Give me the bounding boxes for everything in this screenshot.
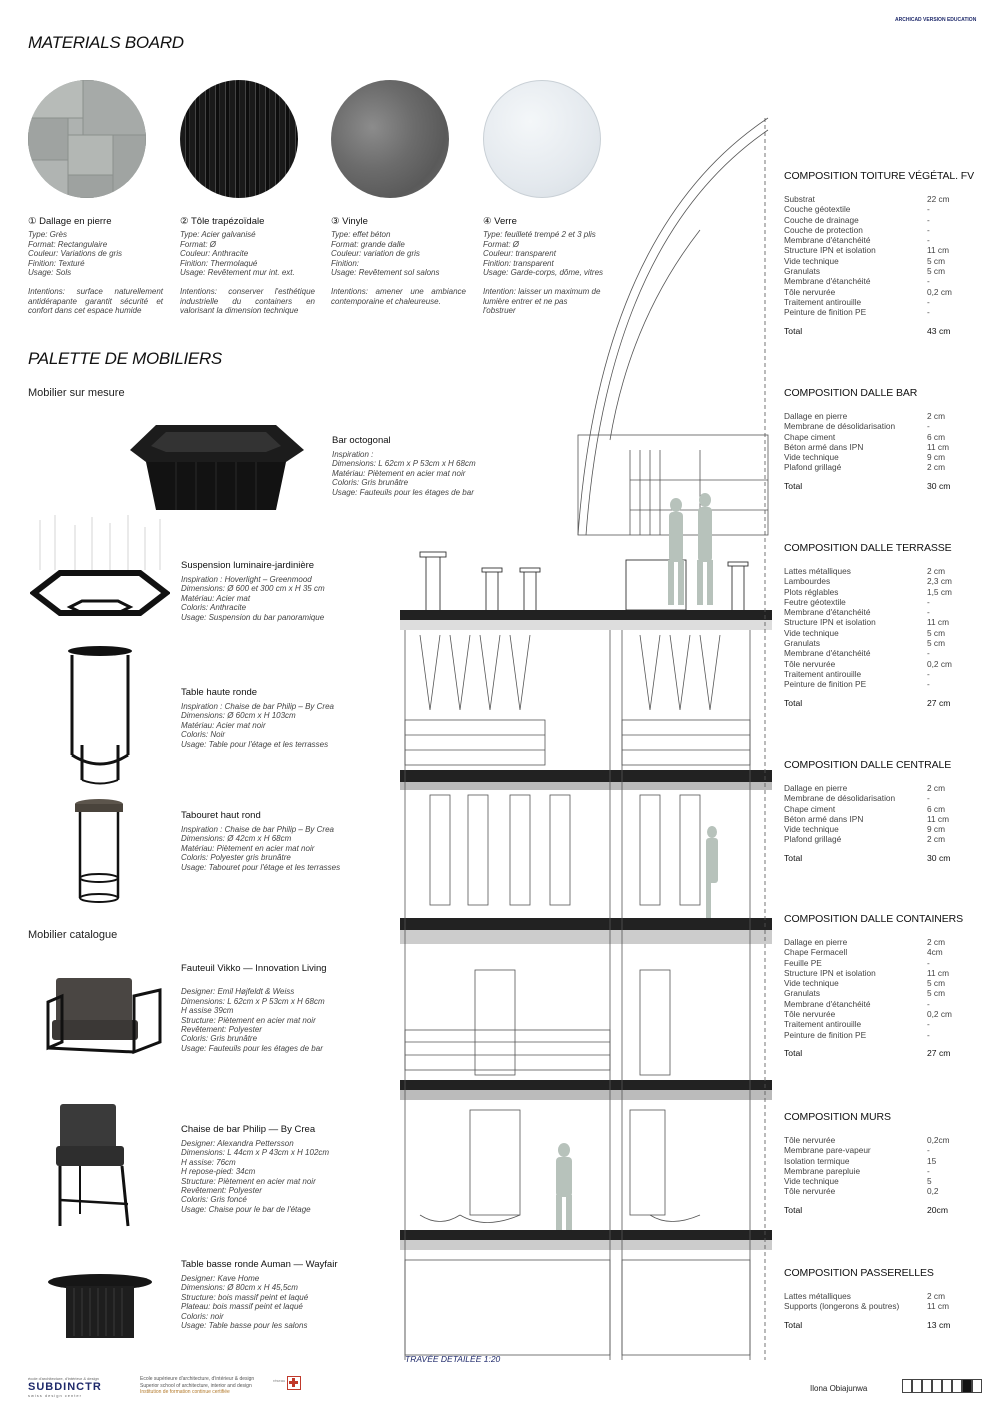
layer-name: Lambourdes bbox=[784, 576, 831, 587]
layer-name: Tôle nervurée bbox=[784, 286, 836, 297]
layer-thickness: 0,2cm bbox=[927, 1135, 950, 1145]
school-cert: Institution de formation continue certifiée bbox=[140, 1389, 230, 1395]
layer-name: Traitement antirouille bbox=[784, 296, 862, 307]
layer-name: Isolation termique bbox=[784, 1155, 850, 1166]
school-line: Superior school of architecture, interior and design bbox=[140, 1382, 252, 1389]
composition-title: COMPOSITION DALLE BAR bbox=[784, 387, 918, 399]
layer-thickness: 15 bbox=[927, 1155, 937, 1166]
composition-dalle-centrale bbox=[784, 759, 984, 863]
composition-row bbox=[784, 204, 984, 214]
swiss-cross-icon bbox=[287, 1376, 301, 1390]
total-value: 27 cm bbox=[927, 1047, 951, 1058]
layer-name: Substrat bbox=[784, 194, 815, 204]
layer-name: Feutre géotextile bbox=[784, 596, 846, 607]
composition-row bbox=[784, 1030, 984, 1040]
layer-name: Couche de protection bbox=[784, 224, 863, 235]
composition-title: COMPOSITION PASSERELLES bbox=[784, 1267, 934, 1279]
total-value: 20cm bbox=[927, 1204, 949, 1215]
composition-rows bbox=[784, 1291, 984, 1312]
page-cell-active bbox=[962, 1379, 972, 1393]
layer-thickness: 2 cm bbox=[927, 1291, 945, 1301]
furniture-desc: Designer: Emil Højfeldt & Weiss Dimensions: L 62cm x P 53cm x H 68cm H assise 39cm Structure: Piètement en acier mat noir Revêtement: Polyester Coloris: Gris brunâtre Usage: Fauteuils pour les étages de bar bbox=[181, 987, 325, 1053]
composition-row bbox=[784, 947, 984, 957]
composition-total bbox=[784, 1320, 984, 1330]
detailed-section-drawing bbox=[400, 80, 772, 1360]
layer-thickness: 0,2 bbox=[927, 1186, 939, 1197]
composition-rows bbox=[784, 566, 984, 690]
composition-total bbox=[784, 481, 984, 491]
composition-row bbox=[784, 824, 984, 834]
layer-name: Vide technique bbox=[784, 824, 839, 835]
layer-name: Peinture de finition PE bbox=[784, 307, 867, 318]
layer-name: Lattes métalliques bbox=[784, 1291, 851, 1301]
layer-name: Membrane d'étanchéité bbox=[784, 998, 871, 1009]
composition-passerelles bbox=[784, 1267, 984, 1330]
page-cell bbox=[902, 1379, 912, 1393]
composition-row bbox=[784, 442, 984, 452]
layer-name: Plafond grillagé bbox=[784, 462, 842, 473]
layer-name: Dallage en pierre bbox=[784, 783, 848, 793]
page-cell bbox=[942, 1379, 952, 1393]
material-title: ④ Verre bbox=[483, 216, 517, 227]
octagonal-bar-icon bbox=[126, 420, 308, 520]
watermark: ARCHICAD VERSION EDUCATION bbox=[895, 17, 977, 23]
composition-row bbox=[784, 958, 984, 968]
layer-thickness: 5 cm bbox=[927, 988, 945, 999]
composition-row bbox=[784, 225, 984, 235]
material-title: ① Dallage en pierre bbox=[28, 216, 112, 227]
layer-thickness: - bbox=[927, 1145, 930, 1156]
furniture-armchair bbox=[181, 963, 401, 1053]
total-label: Total bbox=[784, 697, 803, 708]
layer-name: Vide technique bbox=[784, 978, 839, 989]
layer-thickness: 4cm bbox=[927, 947, 943, 958]
layer-thickness: - bbox=[927, 957, 930, 968]
composition-row bbox=[784, 804, 984, 814]
composition-row bbox=[784, 978, 984, 988]
layer-name: Traitement antirouille bbox=[784, 1019, 862, 1030]
composition-row bbox=[784, 999, 984, 1009]
layer-thickness: 0,2 cm bbox=[927, 286, 952, 297]
composition-row bbox=[784, 1009, 984, 1019]
composition-row bbox=[784, 432, 984, 442]
furniture-title: Table basse ronde Auman — Wayfair bbox=[181, 1259, 338, 1270]
layer-name: Dallage en pierre bbox=[784, 411, 848, 421]
layer-thickness: - bbox=[927, 596, 930, 607]
composition-row bbox=[784, 245, 984, 255]
layer-thickness: 11 cm bbox=[927, 245, 949, 256]
layer-thickness: - bbox=[927, 607, 930, 618]
total-value: 43 cm bbox=[927, 325, 951, 336]
layer-name: Membrane de désolidarisation bbox=[784, 421, 896, 432]
layer-thickness: - bbox=[927, 998, 930, 1009]
total-label: Total bbox=[784, 1204, 803, 1215]
layer-thickness: 2 cm bbox=[927, 783, 945, 793]
layer-name: Supports (longerons & poutres) bbox=[784, 1301, 900, 1312]
layer-thickness: - bbox=[927, 296, 930, 307]
layer-thickness: 0,2 cm bbox=[927, 1009, 952, 1020]
layer-thickness: - bbox=[927, 1165, 930, 1176]
layer-thickness: - bbox=[927, 276, 930, 287]
layer-thickness: 5 cm bbox=[927, 627, 945, 638]
school-info bbox=[140, 1376, 254, 1396]
composition-row bbox=[784, 421, 984, 431]
layer-thickness: - bbox=[927, 214, 930, 225]
composition-row bbox=[784, 462, 984, 472]
layer-name: Chape ciment bbox=[784, 803, 836, 814]
layer-thickness: - bbox=[927, 421, 930, 432]
layer-name: Vide technique bbox=[784, 627, 839, 638]
layer-name: Plafond grillagé bbox=[784, 834, 842, 845]
furniture-desc: Inspiration : Chaise de bar Philip – By Crea Dimensions: Ø 42cm x H 68cm Matériau: Piètement en acier mat noir Coloris: Polyester gris brunâtre Usage: Tabouret pour l'étage et les terrasses bbox=[181, 825, 341, 872]
suspension-lamp-icon bbox=[30, 515, 170, 625]
furniture-desc: Designer: Alexandra Pettersson Dimensions: L 44cm x P 43cm x H 102cm H assise: 76cm H repose-pied: 34cm Structure: Piètement en acier mat noir Revêtement: Polyester Coloris: Gris foncé Usage: Chaise pour le bar de l'étage bbox=[181, 1139, 330, 1214]
furniture-title: Chaise de bar Philip — By Crea bbox=[181, 1124, 316, 1135]
composition-row bbox=[784, 587, 984, 597]
total-label: Total bbox=[784, 325, 803, 336]
layer-name: Tôle nervurée bbox=[784, 1009, 836, 1020]
layer-name: Chape ciment bbox=[784, 431, 836, 442]
furniture-title: Table haute ronde bbox=[181, 687, 258, 698]
material-title: ③ Vinyle bbox=[331, 216, 368, 227]
school-logo bbox=[28, 1376, 132, 1398]
layer-name: Membrane parepluie bbox=[784, 1165, 861, 1176]
layer-name: Lattes métalliques bbox=[784, 566, 851, 576]
layer-name: Structure IPN et isolation bbox=[784, 245, 876, 256]
total-label: Total bbox=[784, 1047, 803, 1058]
material-desc: Type: Acier galvanisé Format: Ø Couleur: Anthracite Finition: Thermolaqué Usage: Revêtement mur int. ext. bbox=[180, 230, 295, 278]
page-cell bbox=[972, 1379, 982, 1393]
composition-row bbox=[784, 1166, 984, 1176]
material-1 bbox=[28, 216, 163, 316]
furniture-bar-chair bbox=[181, 1124, 401, 1214]
school-line: Ecole supérieure d'architecture, d'intérieur & design bbox=[140, 1376, 255, 1382]
furniture-desc: Inspiration : Hoverlight – Greenmood Dimensions: Ø 600 et 300 cm x H 35 cm Matériau: Acier mat Coloris: Anthracite Usage: Suspension du bar panoramique bbox=[181, 575, 325, 622]
composition-title: COMPOSITION DALLE CONTAINERS bbox=[784, 913, 964, 925]
composition-rows bbox=[784, 194, 984, 318]
composition-rows bbox=[784, 411, 984, 473]
layer-thickness: 5 cm bbox=[927, 638, 945, 649]
layer-name: Membrane d'étanchéité bbox=[784, 648, 871, 659]
composition-row bbox=[784, 297, 984, 307]
composition-row bbox=[784, 793, 984, 803]
composition-row bbox=[784, 576, 984, 586]
layer-name: Membrane de désolidarisation bbox=[784, 793, 896, 804]
layer-name: Structure IPN et isolation bbox=[784, 617, 876, 628]
material-intent: Intention: laisser un maximum de lumière entrer et ne pas l'obstruer bbox=[483, 286, 601, 316]
layer-thickness: 11 cm bbox=[927, 441, 949, 452]
furniture-desc: Inspiration : Chaise de bar Philip – By Crea Dimensions: Ø 60cm x H 103cm Matériau: Acier mat noir Coloris: Noir Usage: Table pour l'étage et les terrasses bbox=[181, 702, 334, 749]
page-indicator bbox=[902, 1379, 982, 1393]
layer-thickness: 2 cm bbox=[927, 834, 945, 845]
composition-title: COMPOSITION DALLE CENTRALE bbox=[784, 759, 952, 771]
material-desc: Type: feuilleté trempé 2 et 3 plis Format: Ø Couleur: transparent Finition: transparent Usage: Garde-corps, dôme, vitres bbox=[483, 230, 604, 278]
composition-row bbox=[784, 628, 984, 638]
material-desc: Type: Grès Format: Rectangulaire Couleur: Variations de gris Finition: Texturé Usage: Sols bbox=[28, 230, 122, 278]
layer-thickness: 5 cm bbox=[927, 255, 945, 266]
layer-thickness: 0,2 cm bbox=[927, 658, 952, 669]
layer-thickness: 11 cm bbox=[927, 617, 949, 628]
layer-thickness: - bbox=[927, 235, 930, 246]
composition-row bbox=[784, 566, 984, 576]
composition-dalle-containers bbox=[784, 913, 984, 1058]
custom-furniture-label: Mobilier sur mesure bbox=[28, 387, 125, 399]
layer-thickness: 5 bbox=[927, 1176, 932, 1187]
coffee-table-icon bbox=[44, 1272, 156, 1342]
material-intent: Intentions: amener une ambiance contemporaine et chaleureuse. bbox=[331, 286, 466, 306]
furniture-suspension bbox=[181, 560, 401, 622]
layer-thickness: 5 cm bbox=[927, 266, 945, 277]
layer-thickness: 9 cm bbox=[927, 824, 945, 835]
layer-thickness: 22 cm bbox=[927, 194, 950, 204]
total-label: Total bbox=[784, 1319, 803, 1330]
layer-thickness: - bbox=[927, 307, 930, 318]
material-title: ② Tôle trapézoïdale bbox=[180, 216, 265, 227]
layer-thickness: 9 cm bbox=[927, 452, 945, 463]
composition-row bbox=[784, 988, 984, 998]
composition-toiture bbox=[784, 170, 984, 336]
composition-total bbox=[784, 853, 984, 863]
furniture-title: Bar octogonal bbox=[332, 435, 391, 446]
composition-row bbox=[784, 1135, 984, 1145]
composition-title: COMPOSITION MURS bbox=[784, 1111, 891, 1123]
layer-name: Tôle nervurée bbox=[784, 1186, 836, 1197]
layer-name: Traitement antirouille bbox=[784, 668, 862, 679]
furniture-coffee-table bbox=[181, 1259, 401, 1330]
page-cell bbox=[912, 1379, 922, 1393]
composition-row bbox=[784, 1156, 984, 1166]
layer-name: Couche de drainage bbox=[784, 214, 859, 225]
high-table-icon bbox=[62, 645, 138, 785]
bar-stool-icon bbox=[72, 798, 126, 906]
catalog-furniture-label: Mobilier catalogue bbox=[28, 929, 118, 941]
layer-name: Dallage en pierre bbox=[784, 937, 848, 947]
layer-thickness: - bbox=[927, 679, 930, 690]
composition-row bbox=[784, 679, 984, 689]
composition-row bbox=[784, 783, 984, 793]
furniture-title: Suspension luminaire-jardinière bbox=[181, 560, 315, 571]
composition-title: COMPOSITION DALLE TERRASSE bbox=[784, 542, 952, 554]
layer-name: Membrane d'étanchéité bbox=[784, 607, 871, 618]
composition-row bbox=[784, 256, 984, 266]
composition-row bbox=[784, 266, 984, 276]
composition-row bbox=[784, 411, 984, 421]
palette-title: PALETTE DE MOBILIERS bbox=[28, 349, 222, 368]
author-name: Ilona Obiajunwa bbox=[810, 1384, 868, 1393]
layer-name: Membrane pare-vapeur bbox=[784, 1145, 871, 1156]
logo-wordmark: SUBDINCTR bbox=[28, 1381, 102, 1393]
layer-thickness: - bbox=[927, 648, 930, 659]
layer-thickness: 1,5 cm bbox=[927, 586, 952, 597]
composition-row bbox=[784, 968, 984, 978]
layer-thickness: 6 cm bbox=[927, 803, 945, 814]
composition-total bbox=[784, 1205, 984, 1215]
layer-thickness: - bbox=[927, 793, 930, 804]
material-desc: Type: effet béton Format: grande dalle Couleur: variation de gris Finition: Usage: Revêtement sol salons bbox=[331, 230, 440, 278]
total-value: 30 cm bbox=[927, 852, 951, 863]
composition-row bbox=[784, 607, 984, 617]
furniture-stool bbox=[181, 810, 401, 872]
composition-row bbox=[784, 659, 984, 669]
furniture-desc: Inspiration : Dimensions: L 62cm x P 53cm x H 68cm Matériau: Piètement en acier mat noir Coloris: Gris brunâtre Usage: Fauteuils pour les étages de bar bbox=[332, 450, 476, 497]
furniture-desc: Designer: Kave Home Dimensions: Ø 80cm x H 45,5cm Structure: bois massif peint et laqué Plateau: bois massif peint et laqué Coloris: noir Usage: Table basse pour les salons bbox=[181, 1274, 309, 1331]
armchair-icon bbox=[42, 972, 164, 1064]
composition-rows bbox=[784, 937, 984, 1040]
page-cell bbox=[952, 1379, 962, 1393]
composition-row bbox=[784, 1301, 984, 1311]
composition-rows bbox=[784, 1135, 984, 1197]
layer-thickness: 2 cm bbox=[927, 566, 945, 576]
bar-chair-icon bbox=[52, 1100, 136, 1230]
composition-rows bbox=[784, 783, 984, 845]
layer-thickness: 11 cm bbox=[927, 813, 949, 824]
layer-thickness: 5 cm bbox=[927, 978, 945, 989]
total-label: Total bbox=[784, 480, 803, 491]
composition-row bbox=[784, 1176, 984, 1186]
page-cell bbox=[932, 1379, 942, 1393]
logo-bottom-text: swiss design center bbox=[28, 1393, 82, 1398]
layer-name: Granulats bbox=[784, 988, 820, 999]
layer-name: Vide technique bbox=[784, 1176, 839, 1187]
total-value: 27 cm bbox=[927, 697, 951, 708]
page-cell bbox=[922, 1379, 932, 1393]
furniture-high-table bbox=[181, 687, 401, 749]
layer-name: Structure IPN et isolation bbox=[784, 967, 876, 978]
composition-row bbox=[784, 638, 984, 648]
material-intent: Intentions: surface naturellement antidérapante garantit sécurité et confort dans cet espace humide bbox=[28, 286, 163, 316]
composition-murs bbox=[784, 1111, 984, 1215]
layer-name: Béton armé dans IPN bbox=[784, 441, 864, 452]
furniture-title: Fauteuil Vikko — Innovation Living bbox=[181, 963, 327, 974]
layer-name: Feuille PE bbox=[784, 957, 822, 968]
composition-row bbox=[784, 452, 984, 462]
layer-name: Tôle nervurée bbox=[784, 658, 836, 669]
layer-thickness: - bbox=[927, 204, 930, 215]
layer-name: Peinture de finition PE bbox=[784, 1029, 867, 1040]
composition-title: COMPOSITION TOITURE VÉGÉTAL. FV bbox=[784, 170, 975, 182]
composition-row bbox=[784, 648, 984, 658]
section-caption: TRAVÉE DETAILÉE 1:20 bbox=[405, 1354, 501, 1364]
layer-name: Membrane d'étanchéité bbox=[784, 276, 871, 287]
composition-row bbox=[784, 597, 984, 607]
layer-name: Granulats bbox=[784, 638, 820, 649]
total-label: Total bbox=[784, 852, 803, 863]
layer-thickness: 2,3 cm bbox=[927, 576, 952, 587]
composition-row bbox=[784, 617, 984, 627]
composition-total bbox=[784, 698, 984, 708]
composition-row bbox=[784, 834, 984, 844]
layer-thickness: 2 cm bbox=[927, 937, 945, 947]
composition-row bbox=[784, 287, 984, 297]
steel-sheet-swatch bbox=[180, 80, 298, 198]
composition-row bbox=[784, 235, 984, 245]
composition-row bbox=[784, 1291, 984, 1301]
layer-thickness: - bbox=[927, 1029, 930, 1040]
composition-row bbox=[784, 814, 984, 824]
composition-row bbox=[784, 669, 984, 679]
layer-name: Chape Fermacell bbox=[784, 947, 848, 958]
composition-row bbox=[784, 307, 984, 317]
composition-row bbox=[784, 215, 984, 225]
furniture-title: Tabouret haut rond bbox=[181, 810, 261, 821]
material-intent: Intentions: conserver l'esthétique industrielle du containers en valorisant la dimension technique bbox=[180, 286, 315, 316]
composition-row bbox=[784, 1145, 984, 1155]
layer-name: Tôle nervurée bbox=[784, 1135, 836, 1145]
layer-name: Plots réglables bbox=[784, 586, 839, 597]
composition-row bbox=[784, 937, 984, 947]
material-2 bbox=[180, 216, 315, 316]
layer-thickness: 2 cm bbox=[927, 411, 945, 421]
composition-row bbox=[784, 194, 984, 204]
composition-dalle-terrasse bbox=[784, 542, 984, 708]
layer-thickness: 6 cm bbox=[927, 431, 945, 442]
layer-name: Membrane d'étanchéité bbox=[784, 235, 871, 246]
layer-name: Béton armé dans IPN bbox=[784, 813, 864, 824]
composition-row bbox=[784, 1186, 984, 1196]
materials-title: MATERIALS BOARD bbox=[28, 33, 184, 52]
layer-name: Couche géotextile bbox=[784, 204, 851, 215]
network-label: réseau bbox=[273, 1378, 286, 1383]
composition-row bbox=[784, 276, 984, 286]
composition-total bbox=[784, 326, 984, 336]
composition-row bbox=[784, 1019, 984, 1029]
layer-name: Peinture de finition PE bbox=[784, 679, 867, 690]
layer-thickness: - bbox=[927, 224, 930, 235]
layer-name: Granulats bbox=[784, 266, 820, 277]
layer-thickness: 2 cm bbox=[927, 462, 945, 473]
layer-name: Vide technique bbox=[784, 255, 839, 266]
stone-swatch bbox=[28, 80, 146, 198]
composition-total bbox=[784, 1048, 984, 1058]
layer-thickness: - bbox=[927, 1019, 930, 1030]
total-value: 30 cm bbox=[927, 480, 951, 491]
composition-dalle-bar bbox=[784, 387, 984, 491]
layer-thickness: - bbox=[927, 668, 930, 679]
layer-thickness: 11 cm bbox=[927, 1301, 949, 1312]
total-value: 13 cm bbox=[927, 1319, 951, 1330]
layer-name: Vide technique bbox=[784, 452, 839, 463]
layer-thickness: 11 cm bbox=[927, 967, 949, 978]
logo-top-text: école d'architecture, d'intérieur & design bbox=[28, 1376, 99, 1381]
